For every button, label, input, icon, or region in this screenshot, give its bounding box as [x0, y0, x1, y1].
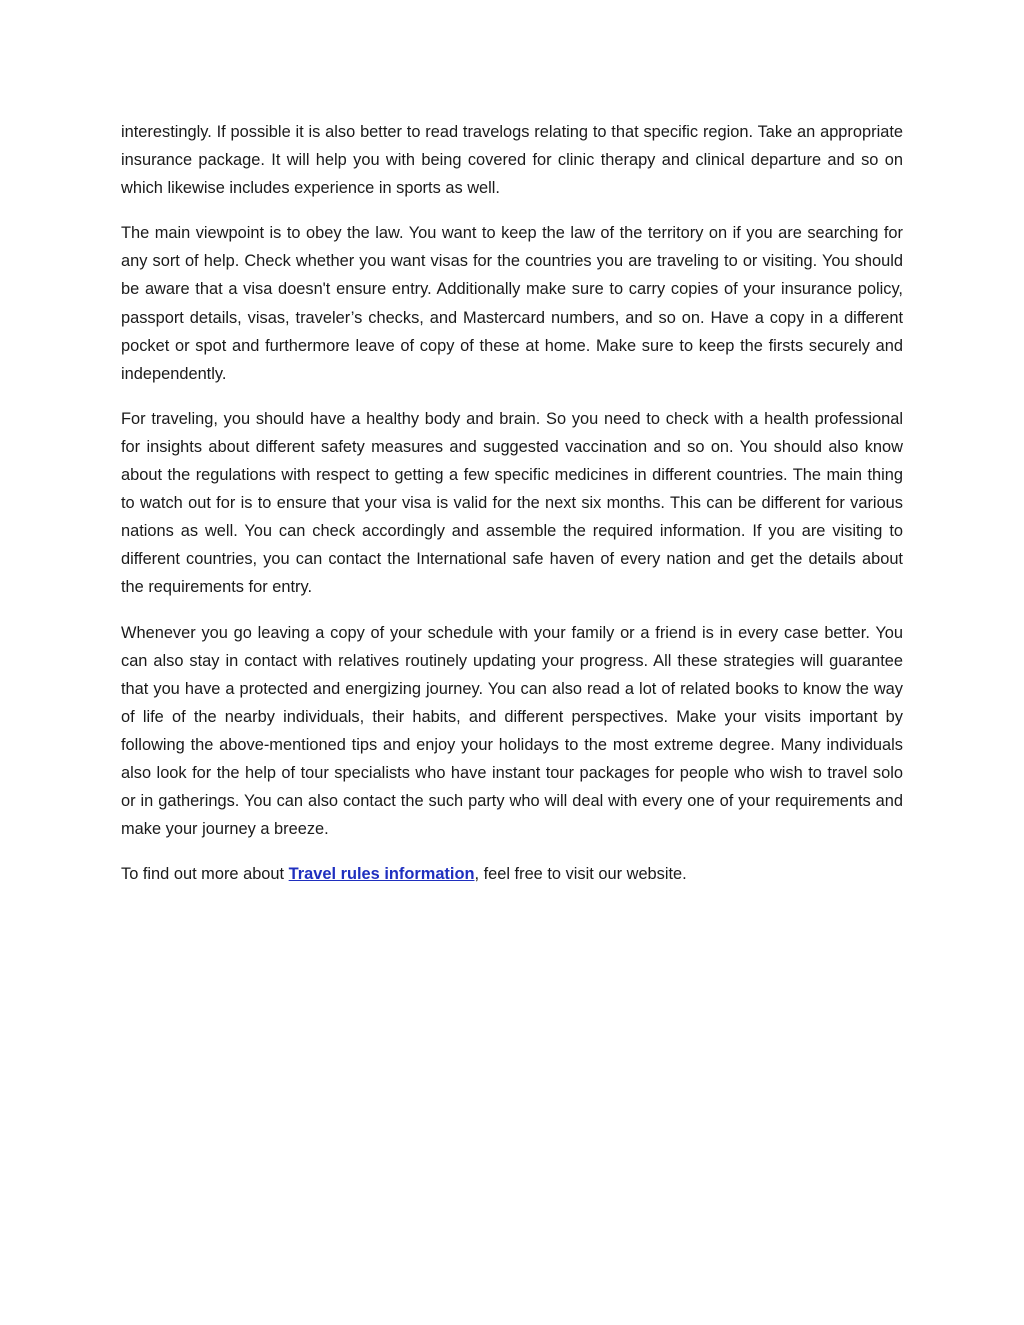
closing-text-after-link: , feel free to visit our website. [474, 865, 687, 884]
paragraph-law-and-visas: The main viewpoint is to obey the law. You want to keep the law of the territory on if you are searching for any sort of help. Check whether you want visas for the countries you are traveling to or visiting. You should be aware that a visa doesn't ensure entry. Additionally make sure to carry copies of your insurance policy, passport details, visas, traveler’s checks, and Mastercard numbers, and so on. Have a copy in a different pocket or spot and furthermore leave of copy of these at home. Make sure to keep the firsts securely and independently. [121, 224, 903, 383]
travel-rules-link[interactable]: Travel rules information [288, 865, 475, 884]
closing-text-before-link: To find out more about [121, 865, 289, 884]
paragraph-schedule: Whenever you go leaving a copy of your schedule with your family or a friend is in every case better. You can also stay in contact with relatives routinely updating your progress. All these strategies will guarantee that you have a protected and energizing journey. You can also read a lot of related books to know the way of life of the nearby individuals, their habits, and different perspectives. Make your visits important by following the above-mentioned tips and enjoy your holidays to the most extreme degree. Many individuals also look for the help of tour specialists who have instant tour packages for people who wish to travel solo or in gatherings. You can also contact the such party who will deal with every one of your requirements and make your journey a breeze. [121, 623, 903, 839]
paragraph-health: For traveling, you should have a healthy body and brain. So you need to check with a health professional for insights about different safety measures and suggested vaccination and so on. You should also know about the regulations with respect to getting a few specific medicines in different countries. The main thing to watch out for is to ensure that your visa is valid for the next six months. This can be different for various nations as well. You can check accordingly and assemble the required information. If you are visiting to different countries, you can contact the International safe haven of every nation and get the details about the requirements for entry. [121, 409, 903, 597]
document-page [121, 118, 903, 888]
paragraph-insurance: interestingly. If possible it is also better to read travelogs relating to that specific region. Take an appropriate insurance package. It will help you with being covered for clinic therapy and clinical departure and so on which likewise includes experience in sports as well. [121, 123, 903, 198]
closing-paragraph [121, 860, 903, 888]
